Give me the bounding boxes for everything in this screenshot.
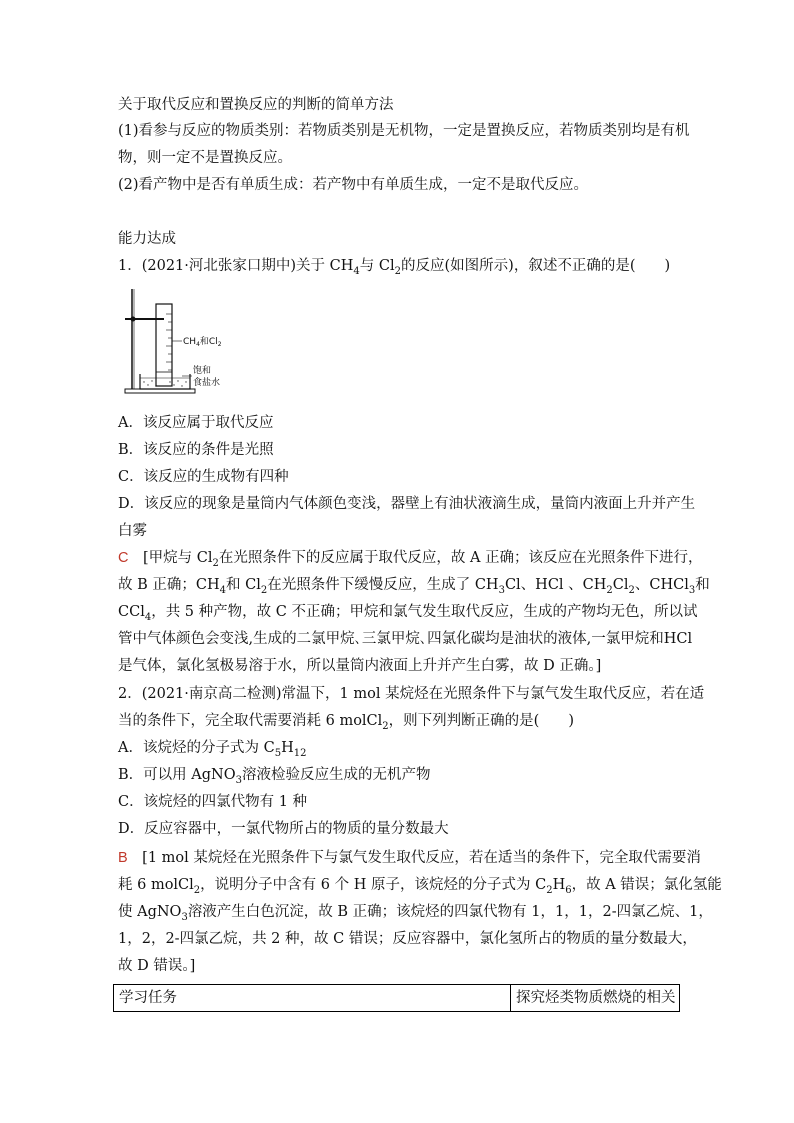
- q1-option-a: A．该反应属于取代反应: [118, 415, 274, 431]
- figure-liquid-label-2: 食盐水: [193, 378, 221, 388]
- q2-stem-line-2: 当的条件下，完全取代需要消耗 6 molCl$_2$，则下列判断正确的是( ): [118, 713, 574, 732]
- tip-point-2: (2)看产物中是否有单质生成：若产物中有单质生成，一定不是取代反应。: [118, 177, 589, 193]
- q1-answer: C: [118, 550, 129, 566]
- q1-option-b: B．该反应的条件是光照: [118, 442, 274, 458]
- q2-option-b: B．可以用 AgNO$_3$溶液检验反应生成的无机产物: [118, 767, 431, 786]
- graduated-cylinder: [156, 304, 172, 386]
- learning-task-table: [113, 984, 680, 1012]
- q1-option-d-line-2: 白雾: [118, 523, 147, 539]
- q1-explanation-line-2: 故 B 正确；$CH_4$和 $Cl_2$在光照条件下缓慢反应，生成了 $CH_3Cl$、HCl 、$CH_2Cl_2$、CHCl$_3$和: [118, 577, 710, 596]
- q2-explanation-line-4: 1，2，2-四氯乙烷，共 2 种，故 C 错误；反应容器中，氯化氢所占的物质的量分数最大，: [118, 931, 697, 947]
- q2-explanation-line-1: B [1 mol 某烷烃在光照条件下与氯气发生取代反应，若在适当的条件下，完全取代需要消: [118, 850, 701, 866]
- section-title: 能力达成: [118, 231, 176, 247]
- q1-explanation-line-4: 管中气体颜色会变浅,生成的二氯甲烷､三氯甲烷､四氯化碳均是油状的液体,一氯甲烷和HCl: [118, 631, 693, 647]
- figure-liquid-label-1: 饱和: [193, 366, 212, 376]
- q1-explanation-line-3: CCl$_4$，共 5 种产物，故 C 不正确；甲烷和氯气发生取代反应，生成的产物均无色，所以试: [118, 604, 698, 623]
- q2-explanation-line-5: 故 D 错误。]: [118, 958, 196, 974]
- tip-point-1-line-1: (1)看参与反应的物质类别：若物质类别是无机物，一定是置换反应，若物质类别均是有机: [118, 123, 690, 139]
- q2-explanation-line-2: 耗 6 molCl$_2$，说明分子中含有 6 个 H 原子，该烷烃的分子式为 $C_2H_6$，故 A 错误；氯化氢能: [118, 877, 722, 896]
- task-table-topic-cell: 探究烃类物质燃烧的相关: [516, 990, 676, 1006]
- q1-option-d-line-1: D．该反应的现象是量筒内气体颜色变浅，器壁上有油状液滴生成，量筒内液面上升并产生: [118, 496, 696, 512]
- reaction-apparatus-figure: [122, 286, 262, 396]
- q2-option-c: C．该烷烃的四氯代物有 1 种: [118, 794, 308, 810]
- q2-option-d: D．反应容器中，一氯代物所占的物质的量分数最大: [118, 821, 449, 837]
- q2-option-a: A．该烷烃的分子式为 $C_5H_{12}$: [118, 740, 307, 759]
- q1-option-c: C．该反应的生成物有四种: [118, 469, 289, 485]
- task-table-label-cell: 学习任务: [114, 985, 511, 1011]
- q2-answer: B: [118, 850, 128, 866]
- tip-point-1-line-2: 物，则一定不是置换反应。: [118, 150, 292, 166]
- q1-explanation-line-1: C [甲烷与 $Cl_2$在光照条件下的反应属于取代反应，故 A 正确；该反应在光照条件下进行，: [118, 550, 703, 569]
- figure-gas-label: $CH_4$和$Cl_2$: [183, 337, 222, 348]
- tip-title: 关于取代反应和置换反应的判断的简单方法: [118, 97, 394, 113]
- q1-explanation-line-5: 是气体，氯化氢极易溶于水，所以量筒内液面上升并产生白雾，故 D 正确。]: [118, 658, 602, 674]
- q2-stem-line-1: 2．(2021·南京高二检测)常温下，1 mol 某烷烃在光照条件下与氯气发生取代反应，若在适: [118, 686, 705, 702]
- q2-explanation-line-3: 使 AgNO$_3$溶液产生白色沉淀，故 B 正确；该烷烃的四氯代物有 1，1，1，2-四氯乙烷、1，: [118, 904, 713, 923]
- q1-stem: 1．(2021·河北张家口期中)关于 $CH_4$与 $Cl_2$的反应(如图所示)，叙述不正确的是( ): [118, 258, 671, 277]
